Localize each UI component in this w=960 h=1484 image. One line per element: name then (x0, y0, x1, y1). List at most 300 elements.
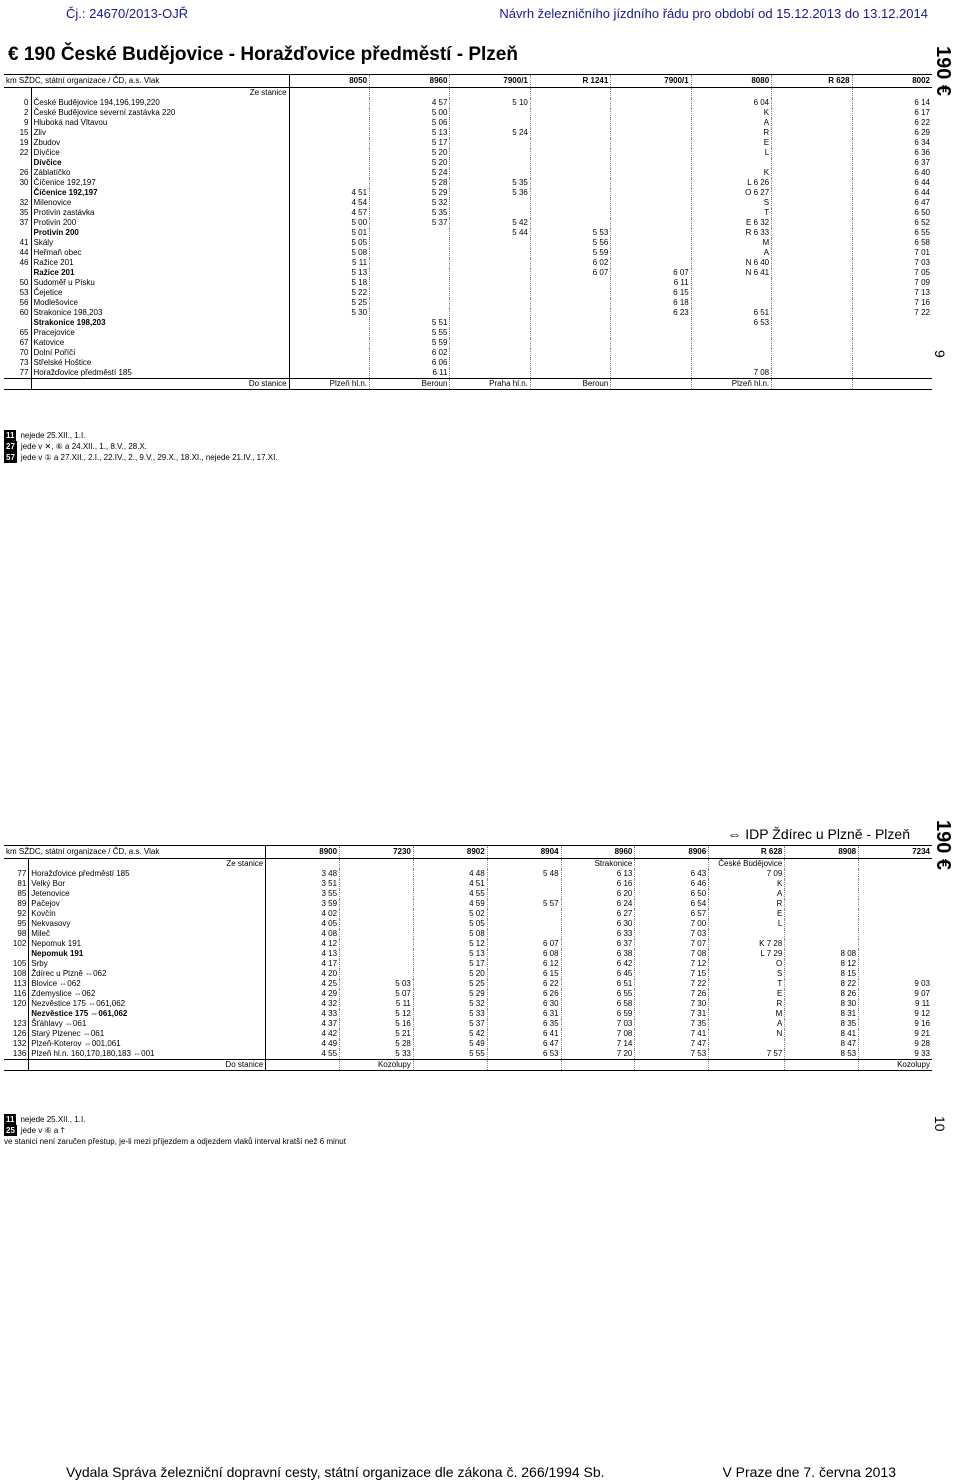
time-cell: 8 31 (785, 1009, 859, 1019)
table-row (4, 268, 932, 278)
footer-right: V Praze dne 7. června 2013 (722, 1464, 896, 1480)
time-cell: 5 18 (289, 278, 369, 288)
time-cell (450, 248, 530, 258)
time-cell (859, 949, 932, 959)
time-cell: 5 30 (289, 308, 369, 318)
time-cell (530, 198, 610, 208)
table-row (4, 158, 932, 168)
time-cell: L (709, 919, 785, 929)
table-row (4, 969, 932, 979)
time-cell (611, 338, 691, 348)
time-cell: 4 49 (266, 1039, 340, 1049)
time-cell: 6 07 (530, 268, 610, 278)
time-cell (450, 208, 530, 218)
table-row (4, 879, 932, 889)
km-cell: 41 (4, 238, 31, 248)
table-row (4, 328, 932, 338)
side-label-bottom: 190 € (932, 820, 954, 871)
time-cell: R 6 33 (691, 228, 771, 238)
time-cell: 3 55 (266, 889, 340, 899)
destination (487, 1060, 561, 1071)
header-row (4, 846, 932, 859)
time-cell (289, 348, 369, 358)
km-cell (4, 188, 31, 198)
km-cell: 37 (4, 218, 31, 228)
time-cell: 5 21 (340, 1029, 414, 1039)
note-badge: 27 (6, 442, 15, 451)
time-cell (772, 308, 852, 318)
time-cell: 6 23 (611, 308, 691, 318)
time-cell: 9 28 (859, 1039, 932, 1049)
time-cell: 5 48 (487, 869, 561, 879)
time-cell: O (709, 959, 785, 969)
time-cell (772, 268, 852, 278)
time-cell: 9 07 (859, 989, 932, 999)
time-cell (611, 128, 691, 138)
time-cell: 6 53 (691, 318, 771, 328)
destination: Plzeň hl.n. (289, 379, 369, 390)
to-label: Do stanice (31, 379, 289, 390)
time-cell: L 7 29 (709, 949, 785, 959)
time-cell: 5 07 (340, 989, 414, 999)
time-cell: L (691, 148, 771, 158)
table-row (4, 338, 932, 348)
station-name: Heřmaň obec (31, 248, 289, 258)
time-cell (370, 308, 450, 318)
time-cell (530, 188, 610, 198)
station-name: Zbudov (31, 138, 289, 148)
time-cell: A (709, 1019, 785, 1029)
station-name: Čejetice (31, 288, 289, 298)
time-cell: 5 10 (450, 98, 530, 108)
time-cell (487, 919, 561, 929)
time-cell (450, 268, 530, 278)
table-row (4, 989, 932, 999)
time-cell (370, 268, 450, 278)
time-cell (859, 899, 932, 909)
train-number: 8050 (289, 75, 369, 88)
km-cell (4, 379, 31, 390)
table-row (4, 949, 932, 959)
time-cell: 9 16 (859, 1019, 932, 1029)
time-cell (772, 158, 852, 168)
time-cell: 6 04 (691, 98, 771, 108)
from-cell (487, 859, 561, 870)
time-cell: 6 47 (487, 1039, 561, 1049)
idp-label: ⇔ IDP Ždírec u Plzně - Plzeň (727, 826, 910, 842)
time-cell (370, 228, 450, 238)
time-cell (785, 879, 859, 889)
time-cell: 7 22 (635, 979, 709, 989)
km-cell: 46 (4, 258, 31, 268)
table-row (4, 248, 932, 258)
km-cell: 65 (4, 328, 31, 338)
time-cell: 5 35 (450, 178, 530, 188)
from-cell (530, 88, 610, 99)
km-cell (4, 318, 31, 328)
timetable-1 (4, 74, 932, 390)
time-cell (450, 278, 530, 288)
time-cell (530, 218, 610, 228)
time-cell: 6 33 (561, 929, 635, 939)
time-cell: 6 02 (530, 258, 610, 268)
time-cell: 6 30 (487, 999, 561, 1009)
table-row (4, 98, 932, 108)
time-cell: 7 41 (635, 1029, 709, 1039)
table-row (4, 1009, 932, 1019)
time-cell: 5 05 (413, 919, 487, 929)
time-cell: 3 48 (266, 869, 340, 879)
time-cell: 5 02 (413, 909, 487, 919)
time-cell (691, 278, 771, 288)
time-cell (340, 899, 414, 909)
time-cell: 4 25 (266, 979, 340, 989)
time-cell (859, 939, 932, 949)
note (4, 1136, 564, 1147)
time-cell: 4 29 (266, 989, 340, 999)
time-cell (289, 158, 369, 168)
from-row (4, 859, 932, 870)
time-cell (772, 118, 852, 128)
time-cell: 7 09 (709, 869, 785, 879)
time-cell (450, 328, 530, 338)
time-cell: 6 22 (852, 118, 932, 128)
table-row (4, 979, 932, 989)
time-cell (772, 298, 852, 308)
from-cell (852, 88, 932, 99)
time-cell: K (691, 168, 771, 178)
time-cell: 8 15 (785, 969, 859, 979)
time-cell: 7 22 (852, 308, 932, 318)
time-cell: 6 07 (611, 268, 691, 278)
time-cell (289, 178, 369, 188)
time-cell (530, 108, 610, 118)
time-cell (772, 348, 852, 358)
time-cell (772, 248, 852, 258)
time-cell: 6 17 (852, 108, 932, 118)
time-cell: M (691, 238, 771, 248)
time-cell: 4 08 (266, 929, 340, 939)
time-cell: 7 14 (561, 1039, 635, 1049)
time-cell (450, 318, 530, 328)
time-cell (611, 148, 691, 158)
km-cell: 50 (4, 278, 31, 288)
time-cell: 5 29 (370, 188, 450, 198)
time-cell: 4 05 (266, 919, 340, 929)
time-cell: 6 12 (487, 959, 561, 969)
time-cell (852, 338, 932, 348)
time-cell: 5 55 (413, 1049, 487, 1060)
time-cell (859, 929, 932, 939)
from-cell (785, 859, 859, 870)
time-cell: 6 53 (487, 1049, 561, 1060)
time-cell: K (709, 879, 785, 889)
station-name: Protivín 200 (31, 228, 289, 238)
time-cell: 5 01 (289, 228, 369, 238)
time-cell: 4 33 (266, 1009, 340, 1019)
time-cell (611, 358, 691, 368)
time-cell: 5 00 (370, 108, 450, 118)
time-cell: 6 13 (561, 869, 635, 879)
km-cell: 22 (4, 148, 31, 158)
station-name: Hluboká nad Vltavou (31, 118, 289, 128)
time-cell (370, 248, 450, 258)
time-cell: 6 50 (852, 208, 932, 218)
time-cell: 6 43 (635, 869, 709, 879)
table-row (4, 1019, 932, 1029)
time-cell (859, 959, 932, 969)
time-cell: 5 36 (450, 188, 530, 198)
station-name: Číčenice 192,197 (31, 188, 289, 198)
km-cell: 32 (4, 198, 31, 208)
time-cell (450, 288, 530, 298)
time-cell (772, 188, 852, 198)
time-cell: T (691, 208, 771, 218)
time-cell (530, 178, 610, 188)
time-cell: 4 12 (266, 939, 340, 949)
km-cell: 98 (4, 929, 29, 939)
time-cell (340, 949, 414, 959)
time-cell: 7 26 (635, 989, 709, 999)
from-cell (370, 88, 450, 99)
time-cell: 7 57 (709, 1049, 785, 1060)
time-cell: 6 07 (487, 939, 561, 949)
time-cell: 5 08 (413, 929, 487, 939)
station-name: Pracejovice (31, 328, 289, 338)
time-cell: 6 58 (561, 999, 635, 1009)
train-number: 8908 (785, 846, 859, 859)
train-number: 7900/1 (611, 75, 691, 88)
station-name: Nepomuk 191 (29, 949, 266, 959)
station-name: Nezvěstice 175 ⇔061,062 (29, 999, 266, 1009)
time-cell: 5 28 (340, 1039, 414, 1049)
station-name: České Budějovice severní zastávka 220 (31, 108, 289, 118)
time-cell: 6 29 (852, 128, 932, 138)
time-cell: 7 20 (561, 1049, 635, 1060)
km-cell (4, 228, 31, 238)
station-name: Mileč (29, 929, 266, 939)
time-cell: 7 16 (852, 298, 932, 308)
destination: Kozolupy (340, 1060, 414, 1071)
time-cell: R (709, 999, 785, 1009)
time-cell: 5 53 (530, 228, 610, 238)
time-cell (450, 358, 530, 368)
time-cell (691, 288, 771, 298)
train-number: R 628 (772, 75, 852, 88)
note (4, 1114, 564, 1125)
time-cell (859, 889, 932, 899)
time-cell: 5 55 (370, 328, 450, 338)
time-cell (289, 128, 369, 138)
km-cell: 116 (4, 989, 29, 999)
time-cell (611, 258, 691, 268)
time-cell: 6 41 (487, 1029, 561, 1039)
time-cell (340, 869, 414, 879)
destination (561, 1060, 635, 1071)
time-cell: 5 57 (487, 899, 561, 909)
note-text: nejede 25.XII., 1.I. (20, 1115, 86, 1124)
time-cell: K (691, 108, 771, 118)
time-cell: 5 28 (370, 178, 450, 188)
station-name: Protivín zastávka (31, 208, 289, 218)
time-cell: 6 51 (561, 979, 635, 989)
km-cell (4, 949, 29, 959)
destination: Praha hl.n. (450, 379, 530, 390)
time-cell (859, 879, 932, 889)
time-cell: 8 30 (785, 999, 859, 1009)
time-cell (289, 108, 369, 118)
table-row (4, 318, 932, 328)
note-badge: 57 (6, 453, 15, 462)
time-cell (450, 338, 530, 348)
time-cell (611, 368, 691, 379)
time-cell: 4 55 (266, 1049, 340, 1060)
time-cell: 5 17 (413, 959, 487, 969)
note-text: jede v ① a 27.XII., 2.I., 22.IV., 2., 9.V., 29.X., 18.XI., nejede 21.IV., 17.XI. (20, 453, 278, 462)
time-cell: 8 12 (785, 959, 859, 969)
time-cell: 6 52 (852, 218, 932, 228)
time-cell: 6 22 (487, 979, 561, 989)
note-text: jede v ⑥ a † (20, 1126, 65, 1135)
time-cell: 5 06 (370, 118, 450, 128)
table-row (4, 118, 932, 128)
time-cell: 5 08 (289, 248, 369, 258)
train-number: 8906 (635, 846, 709, 859)
time-cell: 4 48 (413, 869, 487, 879)
time-cell: 8 26 (785, 989, 859, 999)
station-name: Velký Bor (29, 879, 266, 889)
from-cell (772, 88, 852, 99)
km-cell: 126 (4, 1029, 29, 1039)
km-cell: 77 (4, 368, 31, 379)
time-cell: E (709, 989, 785, 999)
header-row (4, 75, 932, 88)
table-row (4, 258, 932, 268)
km-cell: 9 (4, 118, 31, 128)
time-cell: 5 13 (413, 949, 487, 959)
destination (266, 1060, 340, 1071)
km-cell: 120 (4, 999, 29, 1009)
time-cell (340, 909, 414, 919)
station-name: Protivín 200 (31, 218, 289, 228)
station-name: Blovice ⇔062 (29, 979, 266, 989)
time-cell (772, 208, 852, 218)
time-cell (785, 919, 859, 929)
time-cell: 4 54 (289, 198, 369, 208)
time-cell: 4 17 (266, 959, 340, 969)
time-cell: 5 44 (450, 228, 530, 238)
station-name: Plzeň hl.n. 160,170,180,183 ⇔001 (29, 1049, 266, 1060)
time-cell: 6 08 (487, 949, 561, 959)
train-number: 8960 (370, 75, 450, 88)
station-name: České Budějovice 194,196,199,220 (31, 98, 289, 108)
table-row (4, 348, 932, 358)
time-cell (691, 158, 771, 168)
time-cell: R (709, 899, 785, 909)
km-cell: 81 (4, 879, 29, 889)
time-cell: 6 16 (561, 879, 635, 889)
time-cell: 7 08 (561, 1029, 635, 1039)
operator-label: km SŽDC, státní organizace / ČD, a.s. Vlak (4, 846, 266, 859)
time-cell (785, 939, 859, 949)
time-cell (611, 198, 691, 208)
time-cell: 6 02 (370, 348, 450, 358)
time-cell: 6 54 (635, 899, 709, 909)
from-cell (413, 859, 487, 870)
time-cell (611, 178, 691, 188)
time-cell (530, 148, 610, 158)
time-cell: 7 09 (852, 278, 932, 288)
km-cell: 85 (4, 889, 29, 899)
time-cell: L 6 26 (691, 178, 771, 188)
km-cell: 95 (4, 919, 29, 929)
time-cell: 5 20 (370, 158, 450, 168)
time-cell: 5 59 (370, 338, 450, 348)
train-number: 7230 (340, 846, 414, 859)
time-cell: 7 03 (635, 929, 709, 939)
station-name: Dívčice (31, 158, 289, 168)
station-name: Starý Plzenec ⇔061 (29, 1029, 266, 1039)
to-row (4, 379, 932, 390)
time-cell (772, 128, 852, 138)
time-cell (487, 909, 561, 919)
table-row (4, 198, 932, 208)
station-name: Ražice 201 (31, 268, 289, 278)
time-cell: 8 41 (785, 1029, 859, 1039)
station-name: Plzeň-Koterov ⇔001,061 (29, 1039, 266, 1049)
time-cell (370, 298, 450, 308)
time-cell: O 6 27 (691, 188, 771, 198)
km-cell: 136 (4, 1049, 29, 1060)
time-cell: 6 26 (487, 989, 561, 999)
time-cell: 5 51 (370, 318, 450, 328)
station-name: Nekvasovy (29, 919, 266, 929)
time-cell: 6 11 (370, 368, 450, 379)
station-name: Sudoměř u Písku (31, 278, 289, 288)
time-cell: 6 37 (561, 939, 635, 949)
table-row (4, 298, 932, 308)
time-cell: 5 37 (370, 218, 450, 228)
destination (709, 1060, 785, 1071)
time-cell (370, 278, 450, 288)
table-row (4, 228, 932, 238)
station-name: Pačejov (29, 899, 266, 909)
km-cell (4, 1060, 29, 1071)
time-cell: 9 11 (859, 999, 932, 1009)
table-row (4, 238, 932, 248)
time-cell (340, 939, 414, 949)
time-cell (530, 128, 610, 138)
time-cell (859, 969, 932, 979)
time-cell (340, 889, 414, 899)
train-number: 7234 (859, 846, 932, 859)
time-cell: 4 57 (370, 98, 450, 108)
note-badge: 11 (6, 431, 15, 440)
station-name: Nepomuk 191 (29, 939, 266, 949)
time-cell: 8 22 (785, 979, 859, 989)
from-cell (691, 88, 771, 99)
time-cell: A (691, 248, 771, 258)
time-cell: 9 12 (859, 1009, 932, 1019)
time-cell: 5 29 (413, 989, 487, 999)
time-cell: R (691, 128, 771, 138)
time-cell (852, 368, 932, 379)
table-row (4, 358, 932, 368)
time-cell: 4 02 (266, 909, 340, 919)
time-cell: 5 11 (340, 999, 414, 1009)
time-cell: E 6 32 (691, 218, 771, 228)
time-cell (450, 118, 530, 128)
